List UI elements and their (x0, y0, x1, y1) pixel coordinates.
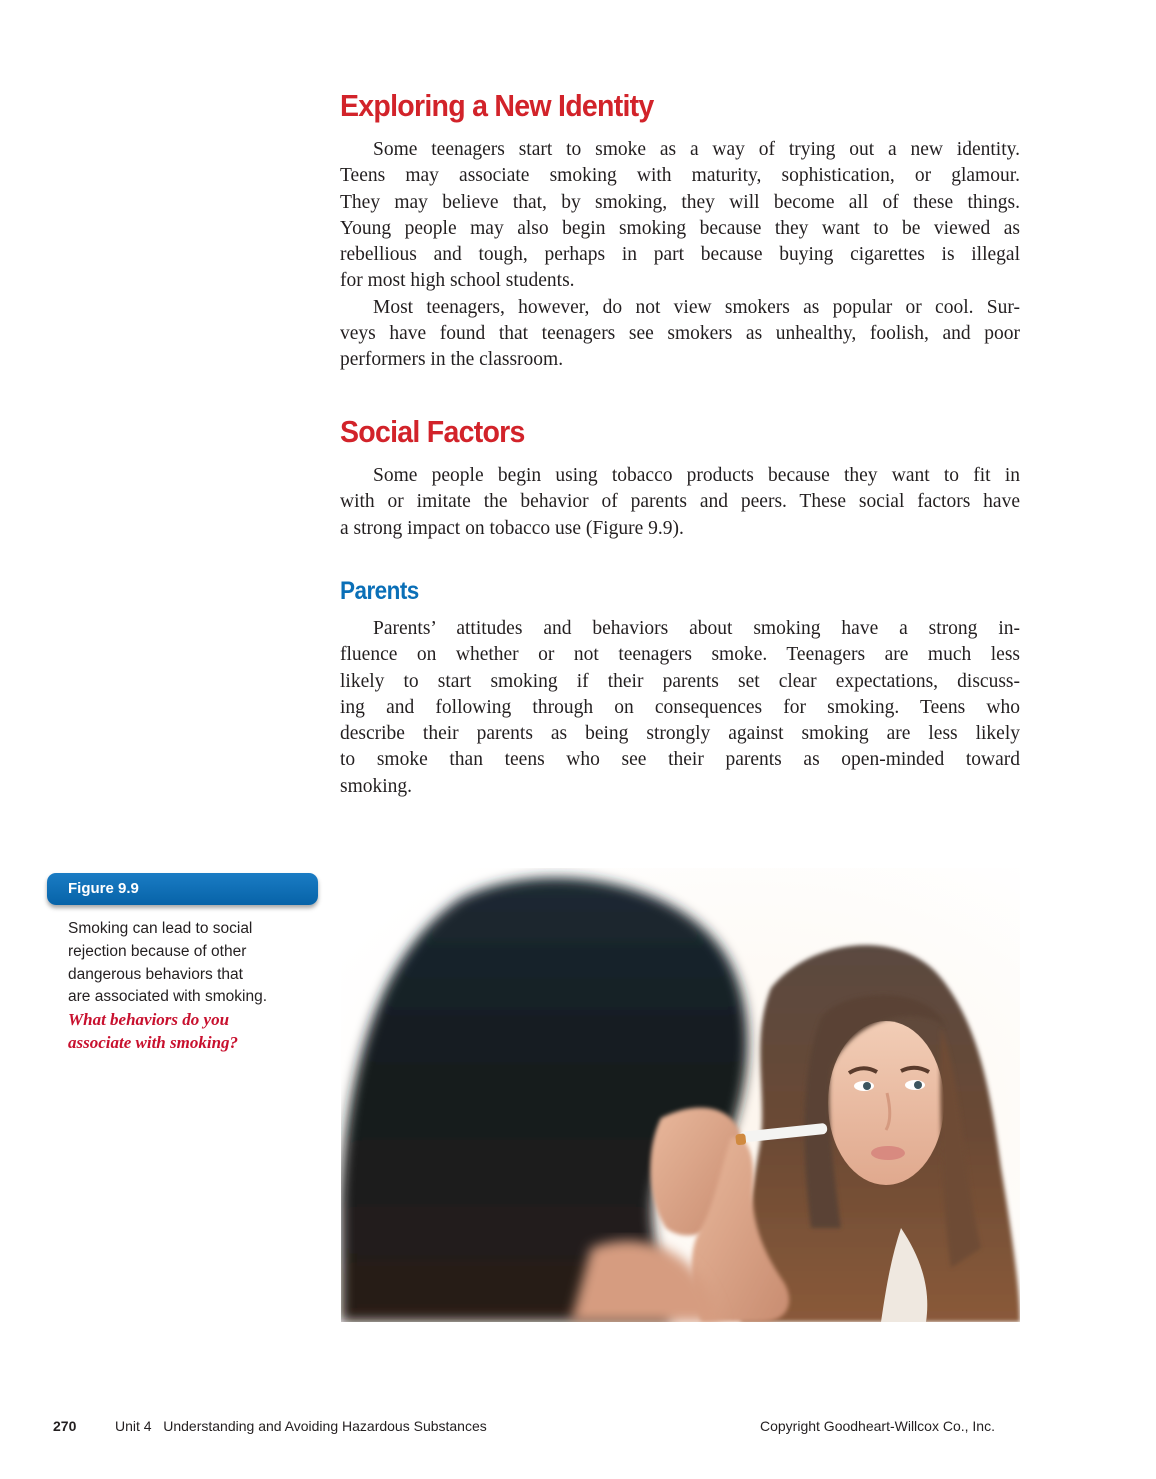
text-line: rebellious and tough, perhaps in part because buying cigarettes is illegal (340, 244, 1020, 266)
text-line: to smoke than teens who see their parents as open-minded toward (340, 749, 1020, 771)
text-line: describe their parents as being strongly against smoking are less likely (340, 723, 1020, 745)
text-line: for most high school students. (340, 270, 575, 292)
text-line: with or imitate the behavior of parents and peers. These social factors have (340, 491, 1020, 513)
text-line: a strong impact on tobacco use (Figure 9.9). (340, 517, 684, 539)
text-line: veys have found that teenagers see smokers as unhealthy, foolish, and poor (340, 323, 1020, 345)
text-line: Most teenagers, however, do not view smokers as popular or cool. Sur- (373, 296, 1020, 318)
text-line: fluence on whether or not teenagers smoke. Teenagers are much less (340, 644, 1020, 666)
section-social-factors (340, 414, 1020, 450)
paragraph (340, 463, 1020, 542)
text-line: Some people begin using tobacco products because they want to fit in (373, 465, 1020, 486)
caption-question-line: What behaviors do you (68, 1010, 230, 1030)
subsection-parents (340, 576, 1020, 606)
section-social-factors-body (340, 463, 1020, 542)
photo-illustration (341, 868, 1020, 1322)
text-line: performers in the classroom. (340, 349, 564, 371)
page-number: 270 (53, 1418, 77, 1434)
copyright-notice: Copyright Goodheart-Willcox Co., Inc. (760, 1418, 995, 1434)
subsection-heading: Parents (340, 577, 419, 605)
section-heading: Exploring a New Identity (340, 88, 654, 123)
caption-line: rejection because of other (68, 942, 247, 960)
caption-question-line: associate with smoking? (68, 1032, 239, 1052)
paragraph (340, 295, 1020, 374)
text-line: They may believe that, by smoking, they will become all of these things. (340, 191, 1020, 213)
text-line: Young people may also begin smoking because they want to be viewed as (340, 217, 1020, 239)
caption-line: Smoking can lead to social (68, 920, 253, 937)
figure-label: Figure 9.9 (68, 880, 139, 897)
paragraph (340, 137, 1020, 295)
section-heading: Social Factors (340, 414, 525, 449)
text-line: Some teenagers start to smoke as a way of trying out a new identity. (373, 139, 1020, 160)
text-line: smoking. (340, 775, 413, 797)
caption-line: are associated with smoking. (68, 988, 268, 1006)
text-line: ing and following through on consequences for smoking. Teens who (340, 696, 1020, 718)
caption-line: dangerous behaviors that (68, 965, 243, 983)
text-line: Parents’ attitudes and behaviors about smoking have a strong in- (373, 618, 1020, 639)
subsection-parents-body (340, 616, 1020, 800)
figure-photo (341, 868, 1020, 1322)
running-head: Unit 4 Understanding and Avoiding Hazardous Substances (115, 1418, 487, 1434)
section-exploring-identity-body (340, 137, 1020, 374)
figure-caption (68, 918, 308, 1055)
section-exploring-identity (340, 88, 1020, 124)
paragraph (340, 616, 1020, 800)
text-line: likely to start smoking if their parents set clear expectations, discuss- (340, 670, 1020, 692)
figure-label-tab (47, 873, 318, 905)
text-line: Teens may associate smoking with maturity, sophistication, or glamour. (340, 165, 1020, 187)
